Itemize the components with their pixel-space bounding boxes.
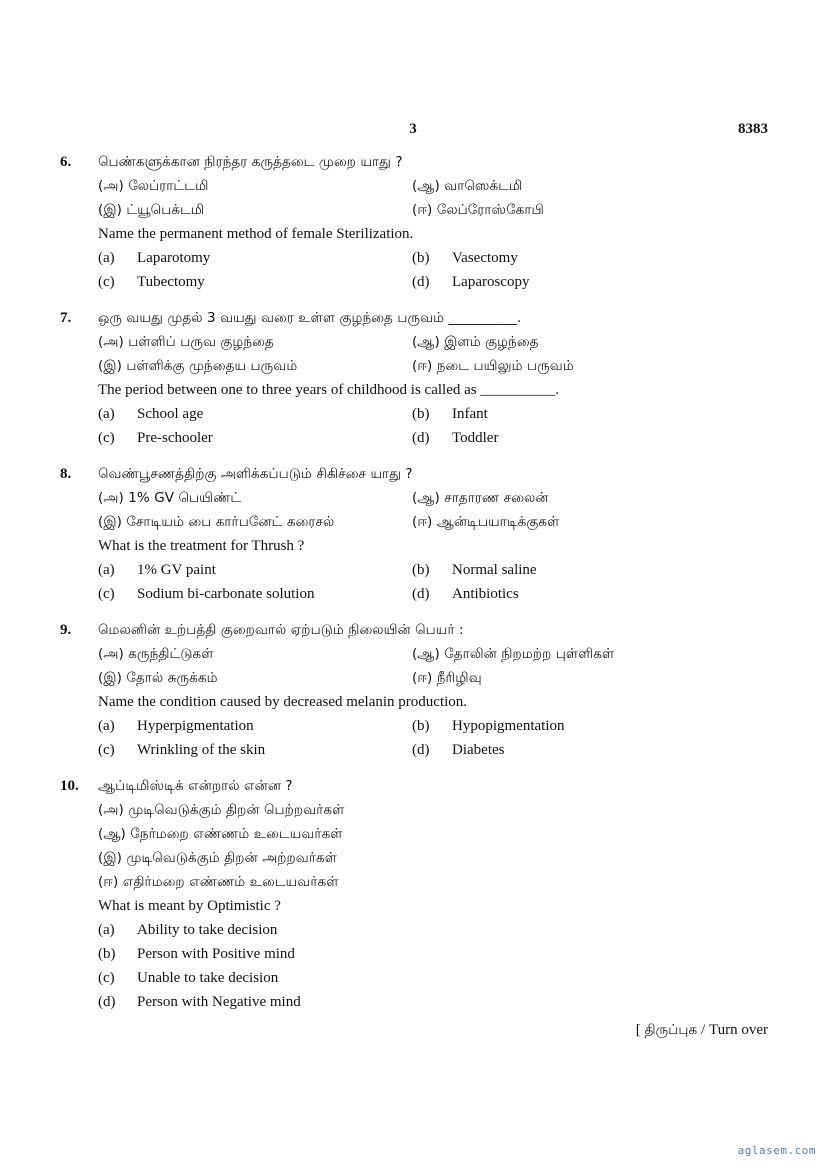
option-label-c: (c): [98, 742, 115, 758]
turn-over-prefix: [: [635, 1022, 645, 1038]
question-9: [60, 618, 770, 762]
option-text-d: Toddler: [452, 430, 499, 446]
tamil-option-d: (ஈ) ஆன்டிபயாடிக்குகள்: [412, 514, 560, 530]
option-text-a: Hyperpigmentation: [137, 718, 254, 734]
tamil-option-b: (ஆ) இளம் குழந்தை: [412, 334, 539, 350]
english-question: What is the treatment for Thrush ?: [98, 538, 305, 554]
question-number: 7.: [60, 310, 72, 326]
option-text-a: Laparotomy: [137, 250, 211, 266]
option-text-c: Tubectomy: [137, 274, 205, 290]
tamil-option-d: (ஈ) நீரிழிவு: [412, 670, 482, 686]
paper-code: 8383: [738, 121, 768, 137]
tamil-question: பெண்களுக்கான நிரந்தர கருத்தடை முறை யாது ?: [98, 154, 403, 170]
option-label-a: (a): [98, 406, 115, 422]
english-question: What is meant by Optimistic ?: [98, 898, 281, 914]
question-number: 6.: [60, 154, 72, 170]
tamil-option-b: (ஆ) தோலின் நிறமற்ற புள்ளிகள்: [412, 646, 615, 662]
question-7: [60, 306, 770, 450]
option-text-d: Antibiotics: [452, 586, 519, 602]
question-10: [60, 774, 770, 1014]
tamil-option-c: (இ) தோல் சுருக்கம்: [98, 670, 218, 686]
tamil-option-d: (ஈ) நடை பயிலும் பருவம்: [412, 358, 574, 374]
question-8: [60, 462, 770, 606]
english-question: Name the condition caused by decreased melanin production.: [98, 694, 468, 710]
option-label-d: (d): [412, 274, 430, 290]
page-number: 3: [409, 121, 417, 137]
option-text-b: Hypopigmentation: [452, 718, 565, 734]
turn-over-note: [636, 1022, 768, 1040]
option-text-c: Unable to take decision: [137, 970, 279, 986]
option-label-a: (a): [98, 922, 115, 938]
english-question: Name the permanent method of female Sterilization.: [98, 226, 414, 242]
tamil-option-c: (இ) ட்யூபெக்டமி: [98, 202, 205, 218]
tamil-option-c: (இ) சோடியம் பை கார்பனேட் கரைசல்: [98, 514, 335, 530]
option-text-b: Infant: [452, 406, 488, 422]
turn-over-english: / Turn over: [697, 1022, 768, 1038]
tamil-option-b: (ஆ) நேர்மறை எண்ணம் உடையவர்கள்: [98, 826, 343, 842]
tamil-option-c: (இ) முடிவெடுக்கும் திறன் அற்றவர்கள்: [98, 850, 337, 866]
option-text-d: Person with Negative mind: [137, 994, 301, 1010]
tamil-option-d: (ஈ) எதிர்மறை எண்ணம் உடையவர்கள்: [98, 874, 339, 890]
tamil-option-c: (இ) பள்ளிக்கு முந்தைய பருவம்: [98, 358, 298, 374]
tamil-option-d: (ஈ) லேப்ரோஸ்கோபி: [412, 202, 544, 218]
option-label-b: (b): [412, 562, 430, 578]
tamil-option-a: (அ) கருந்திட்டுகள்: [98, 646, 214, 662]
tamil-option-a: (அ) 1% GV பெயிண்ட்: [98, 490, 242, 506]
tamil-question: ஆப்டிமிஸ்டிக் என்றால் என்ன ?: [98, 778, 293, 794]
watermark: aglasem.com: [737, 1144, 816, 1157]
tamil-option-b: (ஆ) வாஸெக்டமி: [412, 178, 523, 194]
option-label-b: (b): [412, 250, 430, 266]
english-question: The period between one to three years of childhood is called as __________.: [98, 382, 560, 398]
option-label-d: (d): [412, 430, 430, 446]
turn-over-tamil: திருப்புக: [644, 1022, 698, 1038]
option-label-d: (d): [98, 994, 116, 1010]
option-label-b: (b): [98, 946, 116, 962]
option-text-a: School age: [137, 406, 204, 422]
option-text-c: Wrinkling of the skin: [137, 742, 266, 758]
option-text-c: Sodium bi-carbonate solution: [137, 586, 315, 602]
option-label-b: (b): [412, 718, 430, 734]
option-label-d: (d): [412, 742, 430, 758]
tamil-question: ஒரு வயது முதல் 3 வயது வரை உள்ள குழந்தை பருவம் __________.: [98, 310, 522, 326]
option-text-c: Pre-schooler: [137, 430, 213, 446]
option-text-d: Laparoscopy: [452, 274, 530, 290]
option-text-a: 1% GV paint: [137, 562, 216, 578]
option-label-c: (c): [98, 586, 115, 602]
tamil-question: மெலனின் உற்பத்தி குறைவால் ஏற்படும் நிலையின் பெயர் :: [98, 622, 464, 638]
option-label-a: (a): [98, 250, 115, 266]
option-label-d: (d): [412, 586, 430, 602]
option-label-c: (c): [98, 970, 115, 986]
option-text-b: Normal saline: [452, 562, 537, 578]
option-label-a: (a): [98, 562, 115, 578]
option-label-a: (a): [98, 718, 115, 734]
option-text-d: Diabetes: [452, 742, 505, 758]
option-label-c: (c): [98, 274, 115, 290]
option-label-b: (b): [412, 406, 430, 422]
question-number: 9.: [60, 622, 72, 638]
question-number: 8.: [60, 466, 72, 482]
option-text-a: Ability to take decision: [137, 922, 278, 938]
tamil-option-a: (அ) முடிவெடுக்கும் திறன் பெற்றவர்கள்: [98, 802, 345, 818]
option-label-c: (c): [98, 430, 115, 446]
question-6: [60, 150, 770, 294]
tamil-question: வெண்பூசணத்திற்கு அளிக்கப்படும் சிகிச்சை யாது ?: [98, 466, 413, 482]
option-text-b: Vasectomy: [452, 250, 518, 266]
tamil-option-a: (அ) லேப்ராட்டமி: [98, 178, 209, 194]
tamil-option-a: (அ) பள்ளிப் பருவ குழந்தை: [98, 334, 274, 350]
tamil-option-b: (ஆ) சாதாரண சலைன்: [412, 490, 549, 506]
question-number: 10.: [60, 778, 79, 794]
option-text-b: Person with Positive mind: [137, 946, 295, 962]
